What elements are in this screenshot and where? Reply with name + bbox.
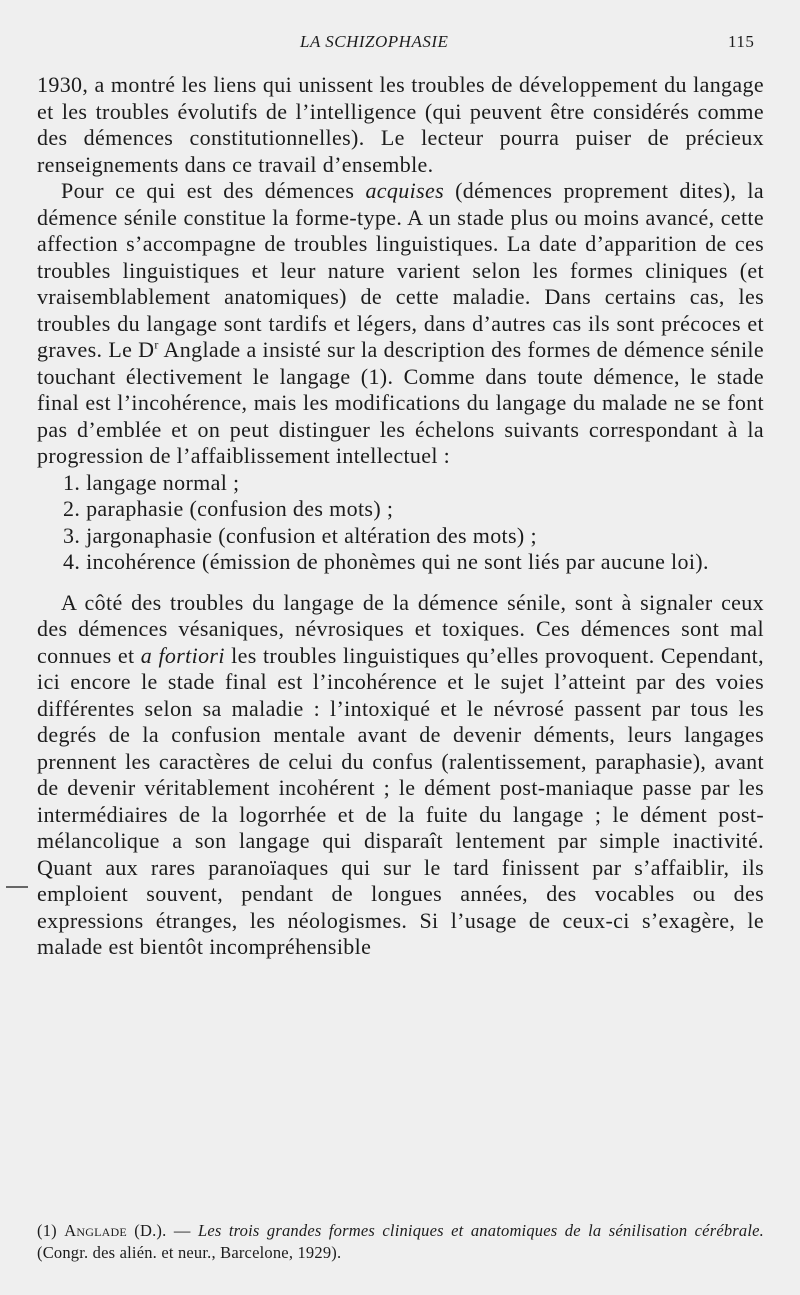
paragraph-3-part-a: A côté des troubles du langage de la démence sénile, sont à signaler ceux des démences vésaniques, névrosiques et toxiques. Ces démences sont mal connues et — [37, 589, 764, 668]
paragraph-2-part-a: Pour ce qui est des démences — [61, 178, 366, 203]
footnote-author: Anglade (D.). — [64, 1221, 167, 1240]
paragraph-2 — [37, 178, 764, 470]
list-number: 2. — [63, 496, 81, 521]
running-head-title: LA SCHIZOPHASIE — [300, 32, 449, 51]
paragraph-2-part-b: (démences proprement dites), la démence sénile constitue la forme-type. A un stade plus ou moins avancé, cette affection s’accompagne de troubles linguistiques. La date d’apparition de ces troubles linguistiques et leur nature varient selon les formes cliniques (et vraisemblablement anatomiques) de cette maladie. Dans certains cas, les troubles du langage sont tardifs et légers, dans d’autres cas ils sont précoces et graves. Le D — [37, 178, 764, 362]
paragraph-2-part-c: Anglade a insisté sur la description des formes de démence sénile touchant électivement le langage (1). Comme dans toute démence, le stade final est l’incohérence, mais les modifications du langage du malade ne se font pas d’emblée et on peut distinguer les échelons suivants correspondant à la progression de l’affaiblissement intellectuel : — [37, 337, 764, 468]
body-text — [37, 72, 764, 961]
emphasis-a-fortiori: a fortiori — [140, 642, 225, 668]
running-head — [0, 28, 800, 58]
list-text: jargonaphasie (confusion et altération des mots) ; — [86, 522, 537, 548]
superscript-r: r — [154, 337, 159, 352]
list-item-1 — [37, 470, 764, 497]
footnote-rest: (Congr. des alién. et neur., Barcelone, 1929). — [37, 1243, 342, 1262]
paragraph-3 — [37, 590, 764, 961]
list-number: 3. — [63, 522, 81, 548]
list-item-4 — [37, 549, 764, 576]
list-item-3 — [37, 523, 764, 550]
footnote-marker: (1) — [37, 1221, 57, 1240]
list-text: incohérence (émission de phonèmes qui ne sont liés par aucune loi). — [86, 549, 709, 574]
list-number: 4. — [63, 549, 81, 574]
footnote-title: Les trois grandes formes cliniques et anatomiques de la sénilisation cérébrale. — [197, 1221, 765, 1240]
emphasis-acquises: acquises — [365, 178, 445, 203]
list-number: 1. — [63, 469, 81, 495]
list-item-2 — [37, 496, 764, 523]
page-number: 115 — [728, 32, 755, 51]
paragraph-3-part-b: les troubles linguistiques qu’elles provoquent. Cependant, ici encore le stade final est l’incohérence et le sujet l’atteint par des voies différentes selon sa maladie : l’intoxiqué et le névrosé passent par tous les degrés de la confusion mentale avant de devenir déments, leurs langages prennent les caractères de celui du confus (ralentissement, paraphasie), avant de devenir véritablement incohérent ; le dément post-maniaque passe par les intermédiaires de la logorrhée et de la fuite du langage ; le dément post-mélancolique a son langage qui disparaît lentement par simple inactivité. Quant aux rares paranoïaques qui sur le tard finissent par s’affaiblir, ils emploient souvent, pendant de longues années, des vocables ou des expressions étranges, les néologismes. Si l’usage de ceux-ci s’exagère, le malade est bientôt incompréhensible — [37, 642, 764, 959]
footnote-dash: — — [166, 1221, 198, 1240]
footnote — [37, 1220, 764, 1264]
list-text: paraphasie (confusion des mots) ; — [86, 496, 394, 521]
paragraph-1: 1930, a montré les liens qui unissent les troubles de développement du langage et les troubles évolutifs de l’intelligence (qui peuvent être considérés comme des démences constitutionnelles). Le lecteur pourra puiser de précieux renseignements dans ce travail d’ensemble. — [37, 72, 764, 177]
list-text: langage normal ; — [86, 469, 240, 495]
margin-mark — [6, 886, 28, 888]
